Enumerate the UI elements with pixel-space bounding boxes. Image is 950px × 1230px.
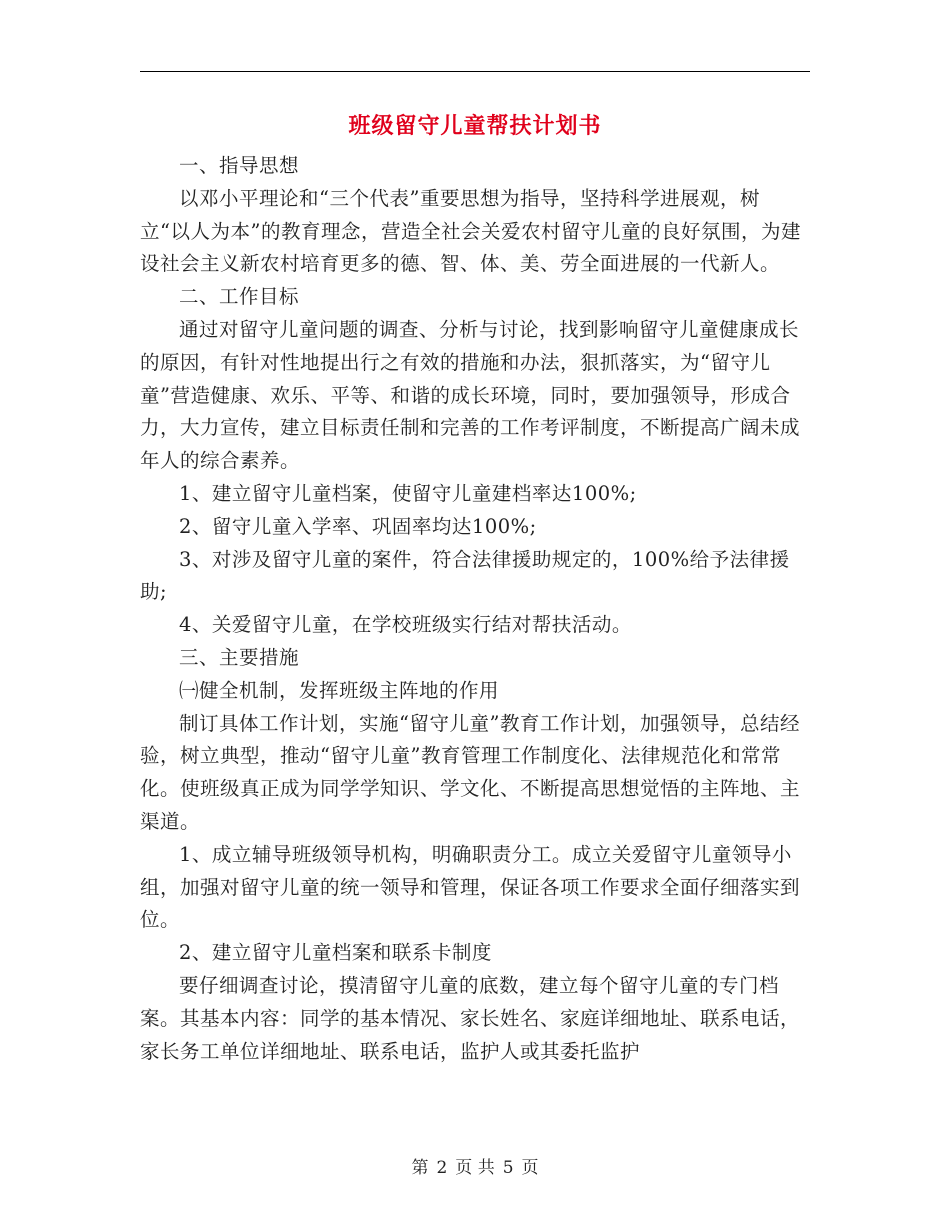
goal-item-1: 1、建立留守儿童档案，使留守儿童建档率达100%; — [179, 481, 637, 505]
document-title: 班级留守儿童帮扶计划书 — [348, 113, 602, 139]
paragraph-archive-details: 要仔细调查讨论，摸清留守儿童的底数，建立每个留守儿童的专门档案。其基本内容：同学的基本情况、家长姓名、家庭详细地址、联系电话，家长务工单位详细地址、联系电话，监护人或其委托监护 — [140, 973, 801, 1063]
paragraph-guiding-thought: 以邓小平理论和“三个代表”重要思想为指导，坚持科学进展观，树立“以人为本”的教育理念，营造全社会关爱农村留守儿童的良好氛围，为建设社会主义新农村培育更多的德、智、体、美、劳全面进展的一代新人。 — [140, 186, 801, 276]
footer-prefix: 第 — [411, 1158, 429, 1178]
goal-item-4: 4、关爱留守儿童，在学校班级实行结对帮扶活动。 — [179, 613, 632, 637]
goal-item-2: 2、留守儿童入学率、巩固率均达100%; — [179, 514, 537, 538]
section-heading-work-goals: 二、工作目标 — [179, 285, 300, 309]
subsection-heading-mechanism: ㈠健全机制，发挥班级主阵地的作用 — [179, 678, 500, 702]
footer-middle: 页 共 — [455, 1158, 495, 1178]
measure-item-1: 1、成立辅导班级领导机构，明确职责分工。成立关爱留守儿童领导小组，加强对留守儿童的统一领导和管理，保证各项工作要求全面仔细落实到位。 — [140, 842, 801, 932]
footer-suffix: 页 — [521, 1158, 539, 1178]
goal-item-3: 3、对涉及留守儿童的案件，符合法律援助规定的，100%给予法律援助; — [140, 547, 790, 604]
section-heading-guiding-thought: 一、指导思想 — [179, 154, 300, 177]
measure-item-2-heading: 2、建立留守儿童档案和联系卡制度 — [179, 941, 492, 965]
paragraph-mechanism: 制订具体工作计划，实施“留守儿童”教育工作计划，加强领导，总结经验，树立典型，推动“留守儿童”教育管理工作制度化、法律规范化和常常化。使班级真正成为同学学知识、学文化、不断提高思想觉悟的主阵地、主渠道。 — [140, 711, 801, 833]
current-page-number: 2 — [436, 1158, 448, 1178]
paragraph-work-goals: 通过对留守儿童问题的调查、分析与讨论，找到影响留守儿童健康成长的原因，有针对性地提出行之有效的措施和办法，狠抓落实，为“留守儿童”营造健康、欢乐、平等、和谐的成长环境，同时，要加强领导，形成合力，大力宣传，建立目标责任制和完善的工作考评制度，不断提高广阔未成年人的综合素养。 — [140, 317, 801, 473]
total-pages-number: 5 — [502, 1158, 514, 1178]
header-rule — [140, 71, 810, 72]
section-heading-main-measures: 三、主要措施 — [179, 645, 300, 669]
page-footer — [0, 1153, 950, 1178]
document-body — [140, 150, 810, 1068]
